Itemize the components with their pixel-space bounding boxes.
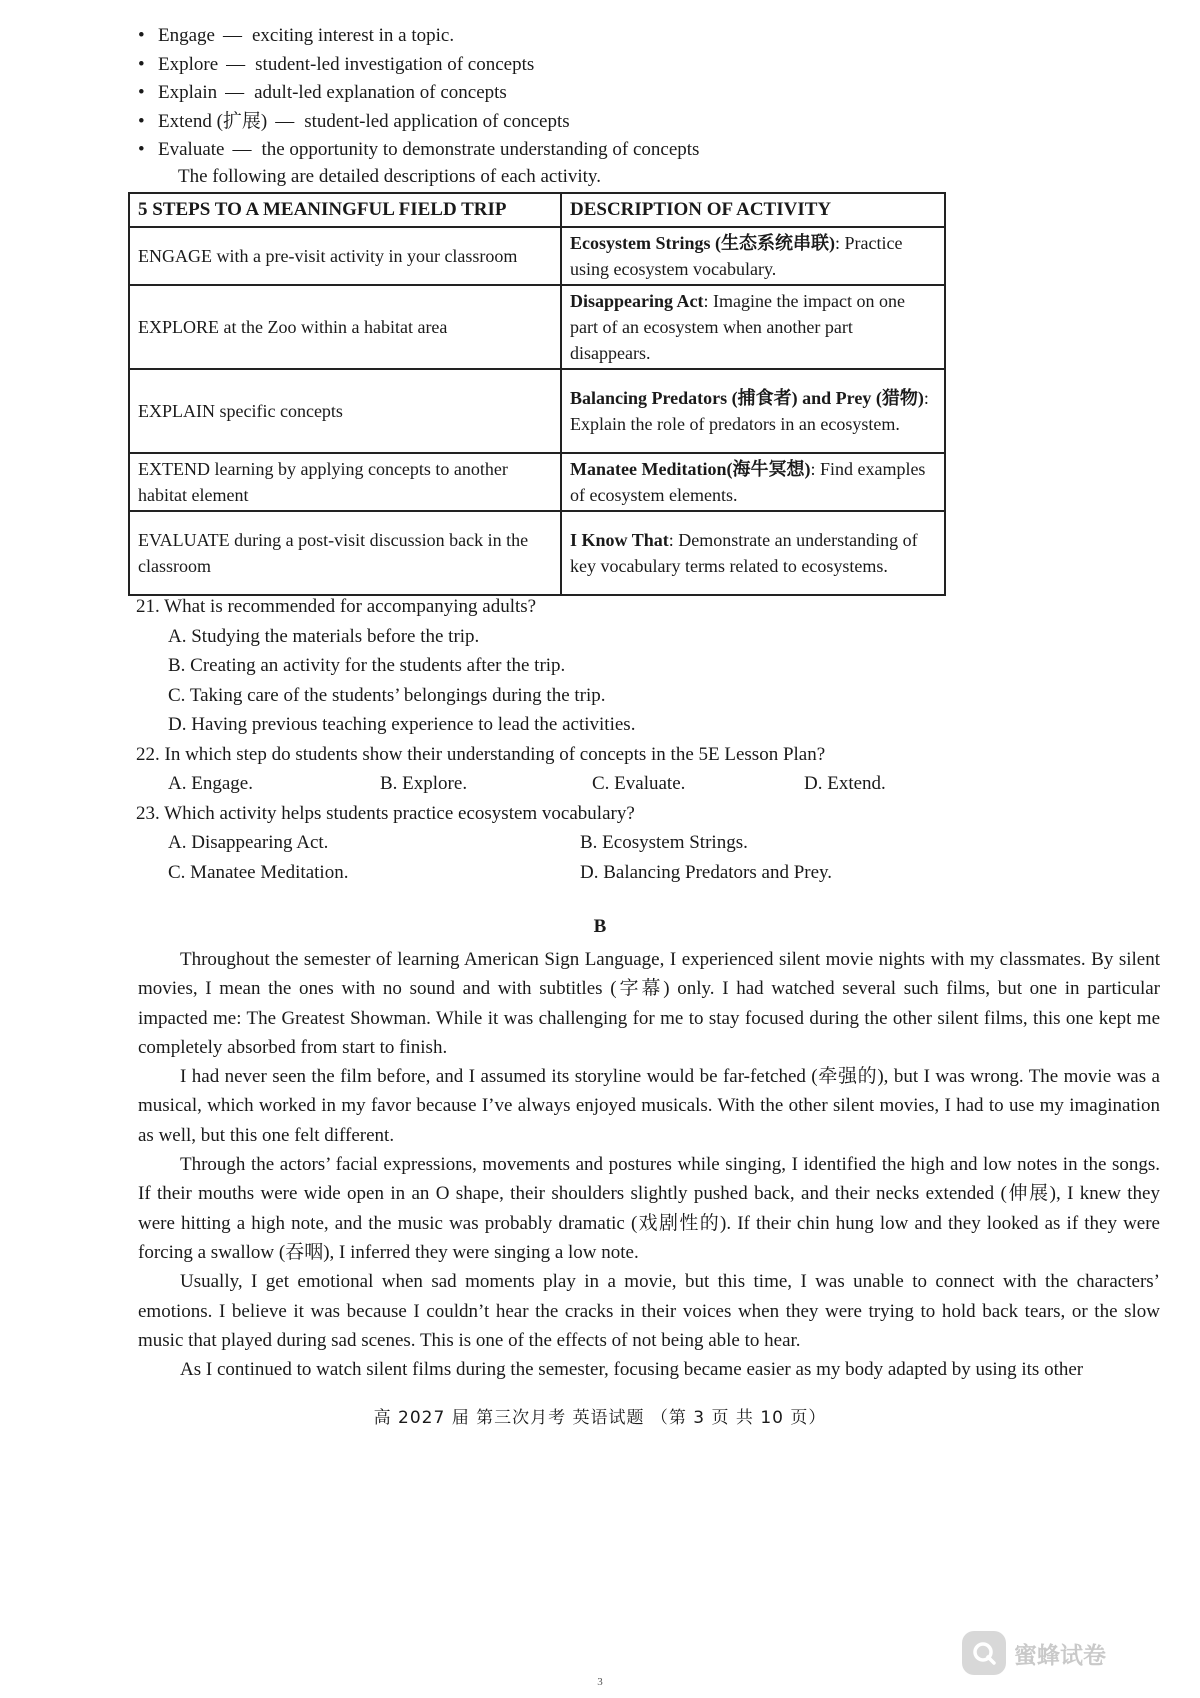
question-block bbox=[136, 592, 1036, 887]
answer-option: A. Studying the materials before the trip. bbox=[168, 625, 480, 647]
table-header-row bbox=[129, 193, 945, 227]
answer-option: C. Manatee Meditation. bbox=[168, 861, 349, 883]
passage-paragraph: Throughout the semester of learning American Sign Language, I experienced silent movie nights with my classmates. By silent movies, I mean the ones with no sound and with subtitles (字幕) only. I had watched several such films, but one in particular impacted me: The Greatest Showman. While it was challenging for me to stay focused during the other silent films, this one kept me completely absorbed from start to finish. bbox=[138, 949, 1160, 1058]
question-stem: 21. What is recommended for accompanying adults? bbox=[136, 596, 537, 617]
answer-option: B. Creating an activity for the students after the trip. bbox=[168, 655, 566, 676]
description-cell: Disappearing Act: Imagine the impact on one part of an ecosystem when another part disappears. bbox=[561, 285, 945, 369]
answer-option: D. Having previous teaching experience to lead the activities. bbox=[168, 714, 636, 735]
answer-option: A. Engage. bbox=[168, 773, 253, 794]
step-cell: EVALUATE during a post-visit discussion back in the classroom bbox=[129, 511, 561, 595]
step-cell: EXTEND learning by applying concepts to another habitat element bbox=[129, 453, 561, 511]
description-cell: Balancing Predators (捕食者) and Prey (猎物): Explain the role of predators in an ecosystem. bbox=[561, 369, 945, 453]
step-cell: EXPLAIN specific concepts bbox=[129, 369, 561, 453]
answer-option: C. Taking care of the students’ belongings during the trip. bbox=[168, 684, 606, 706]
table-row bbox=[129, 511, 945, 595]
description-cell: I Know That: Demonstrate an understanding of key vocabulary terms related to ecosystems. bbox=[561, 511, 945, 595]
table-row bbox=[129, 453, 945, 511]
answer-option: C. Evaluate. bbox=[592, 773, 686, 794]
description-cell: Ecosystem Strings (生态系统串联): Practice using ecosystem vocabulary. bbox=[561, 227, 945, 285]
column-header-description: DESCRIPTION OF ACTIVITY bbox=[561, 193, 945, 227]
passage-paragraph: Usually, I get emotional when sad moments play in a movie, but this time, I was unable to connect with the characters’ emotions. I believe it was because I couldn’t hear the cracks in their voices when they were trying to hold back tears, or the slow music that played during sad scenes. This is one of the effects of not being able to hear. bbox=[138, 1271, 1160, 1351]
page-footer: 高 2027 届 第三次月考 英语试题 （第 3 页 共 10 页） bbox=[373, 1408, 827, 1428]
page-number: 3 bbox=[597, 1676, 603, 1688]
watermark bbox=[962, 1631, 1106, 1675]
passage-paragraph: Through the actors’ facial expressions, movements and postures while singing, I identified the high and low notes in the songs. If their mouths were wide open in an O shape, their shoulders slightly pushed back, and their necks extended (伸展), I knew they were hitting a high note, and the music was probably dramatic (戏剧性的). If their chin hung low and they looked as if they were forcing a swallow (吞咽), I inferred they were singing a low note. bbox=[138, 1154, 1160, 1263]
description-cell: Manatee Meditation(海牛冥想): Find examples of ecosystem elements. bbox=[561, 453, 945, 511]
answer-options-grid bbox=[136, 828, 1036, 887]
question-stem: 22. In which step do students show their understanding of concepts in the 5E Lesson Plan? bbox=[136, 743, 826, 765]
passage-paragraph: As I continued to watch silent films during the semester, focusing became easier as my body adapted by using its other bbox=[180, 1359, 1084, 1381]
answer-option: D. Extend. bbox=[804, 773, 886, 794]
answer-options-row bbox=[136, 769, 1036, 799]
answer-option: D. Balancing Predators and Prey. bbox=[580, 861, 833, 883]
section-label: B bbox=[593, 916, 607, 937]
answer-option: B. Explore. bbox=[380, 773, 468, 794]
list-item: • Engage — exciting interest in a topic. bbox=[138, 25, 455, 46]
list-item: • Evaluate — the opportunity to demonstrate understanding of concepts bbox=[138, 139, 700, 160]
table-row bbox=[129, 285, 945, 369]
table-intro: The following are detailed descriptions of each activity. bbox=[178, 166, 601, 187]
passage-paragraph: I had never seen the film before, and I assumed its storyline would be far-fetched (牵强的), but I was wrong. The movie was a musical, which worked in my favor because I’ve always enjoyed musicals. With the other silent movies, I had to use my imagination as well, but this one felt different. bbox=[138, 1066, 1160, 1146]
watermark-text: 蜜蜂试卷 bbox=[1014, 1642, 1106, 1669]
list-item: • Extend (扩展) — student-led application of concepts bbox=[138, 110, 570, 132]
list-item: • Explain — adult-led explanation of concepts bbox=[138, 82, 507, 103]
question-stem: 23. Which activity helps students practice ecosystem vocabulary? bbox=[136, 802, 635, 824]
step-cell: EXPLORE at the Zoo within a habitat area bbox=[129, 285, 561, 369]
answer-option: A. Disappearing Act. bbox=[168, 832, 329, 853]
list-item: • Explore — student-led investigation of concepts bbox=[138, 53, 535, 75]
five-e-list bbox=[138, 22, 699, 165]
answer-option: B. Ecosystem Strings. bbox=[580, 832, 748, 853]
step-cell: ENGAGE with a pre-visit activity in your classroom bbox=[129, 227, 561, 285]
column-header-steps: 5 STEPS TO A MEANINGFUL FIELD TRIP bbox=[129, 193, 561, 227]
table-row bbox=[129, 369, 945, 453]
table-row bbox=[129, 227, 945, 285]
field-trip-table bbox=[128, 192, 946, 596]
reading-passage bbox=[138, 945, 1160, 1384]
search-logo-icon bbox=[962, 1631, 1006, 1675]
